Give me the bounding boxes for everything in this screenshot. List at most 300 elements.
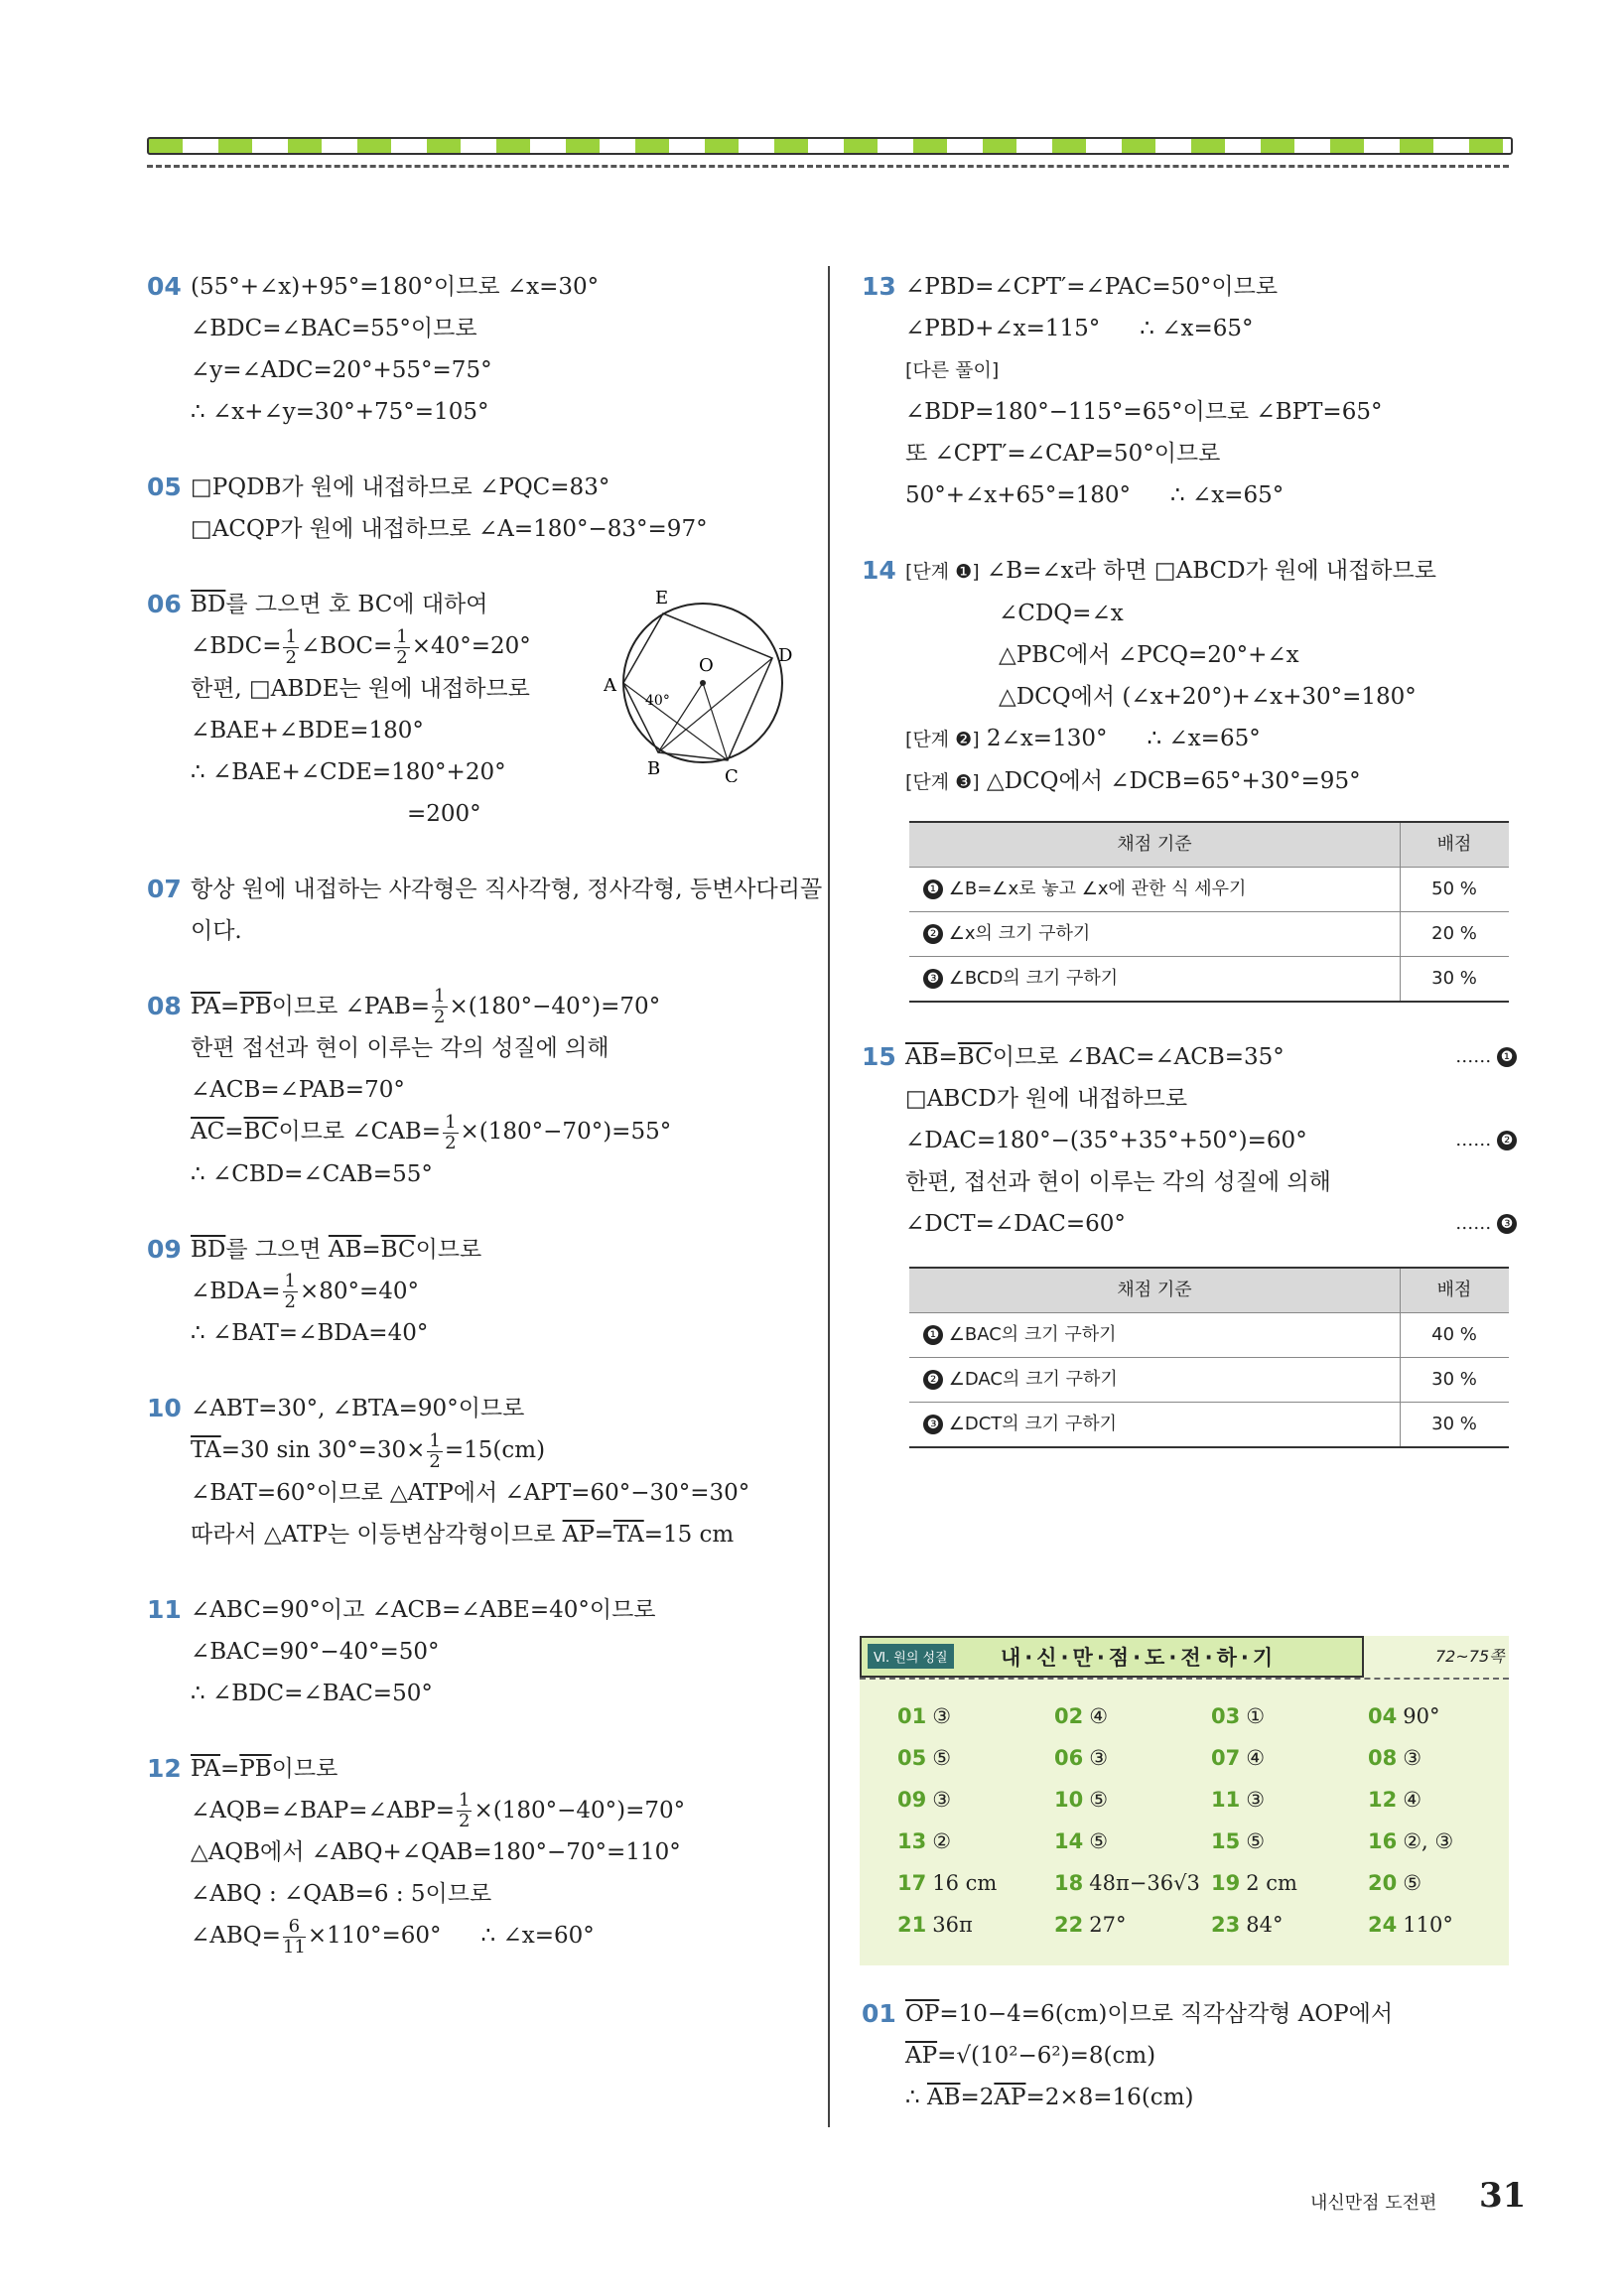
answer-item: [1368, 1908, 1503, 1942]
solution-line: [147, 1111, 802, 1153]
solution-line: =200°: [407, 800, 481, 827]
numerator: 1: [429, 1429, 441, 1451]
answer-number: 04: [1368, 1704, 1398, 1728]
problem-14: [862, 550, 1517, 1003]
answer-number: 13: [897, 1829, 927, 1853]
solution-line: [862, 760, 1517, 803]
solution-line: [147, 986, 802, 1028]
answer-item: [1211, 1699, 1368, 1733]
score: 30 %: [1401, 957, 1510, 1003]
solution-line: [147, 1271, 802, 1313]
answer-item: [897, 1699, 1054, 1733]
segment-label: $\overline{PB}$: [239, 1755, 272, 1782]
fraction: [457, 1791, 472, 1831]
table-row: [909, 1313, 1509, 1358]
answer-number: 14: [1054, 1829, 1084, 1853]
answer-number: 20: [1368, 1871, 1398, 1895]
solution-line: △AQB에서 ∠ABQ+∠QAB=180°−70°=110°: [191, 1839, 681, 1865]
answer-value: ②, ③: [1403, 1829, 1454, 1853]
text: ×(180°−40°)=70°: [474, 1797, 686, 1823]
circle-figure: [604, 584, 812, 782]
text: △DCQ에서 ∠DCB=65°+30°=95°: [986, 768, 1361, 794]
solution-line: [862, 1120, 1517, 1161]
solution-line: ∴ ∠x+∠y=30°+75°=105°: [191, 399, 489, 425]
denominator: 2: [396, 646, 408, 668]
answer-value: ③: [932, 1704, 952, 1728]
solution-line: [862, 718, 1517, 760]
text: 2∠x=130°: [986, 726, 1108, 751]
answer-number: 05: [897, 1746, 927, 1770]
criterion: ∠DAC의 크기 구하기: [948, 1369, 1118, 1390]
answer-item: [897, 1866, 1054, 1900]
text: =10−4=6(cm)이므로 직각삼각형 AOP에서: [939, 2001, 1394, 2027]
answer-value: ③: [932, 1788, 952, 1812]
step-marker: ❶: [1497, 1047, 1517, 1067]
solution-line: 항상 원에 내접하는 사각형은 직사각형, 정사각형, 등변사다리꼴: [191, 876, 823, 902]
solution-line: 한편 접선과 현이 이루는 각의 성질에 의해: [191, 1035, 609, 1061]
answer-item: [1054, 1783, 1211, 1817]
numerator: 1: [284, 1271, 296, 1291]
problem-number: 15: [862, 1042, 896, 1071]
answer-value: ④: [1246, 1746, 1266, 1770]
text: ×(180°−70°)=55°: [460, 1119, 672, 1145]
answer-item: [897, 1824, 1054, 1858]
page-range: 72~75쪽: [1435, 1647, 1505, 1666]
text: 이므로 ∠CAB=: [278, 1119, 442, 1145]
text: ×110°=60°: [307, 1923, 442, 1949]
solution-line: ∠CDQ=∠x: [999, 601, 1124, 626]
solution-line: [862, 550, 1517, 593]
dots: ……: [1455, 1130, 1492, 1150]
answer-item: [1368, 1741, 1503, 1775]
text: 이므로: [271, 1755, 338, 1782]
answer-value: 36π: [932, 1913, 973, 1937]
criterion: ∠BAC의 크기 구하기: [948, 1324, 1117, 1345]
answer-number: 06: [1054, 1746, 1084, 1770]
answer-number: 02: [1054, 1704, 1084, 1728]
solution-line: ∠BAC=90°−40°=50°: [191, 1638, 440, 1665]
text: ∠BDA=: [191, 1278, 281, 1304]
fraction: [432, 987, 447, 1027]
numerator: 1: [458, 1790, 471, 1811]
answer-number: 10: [1054, 1788, 1084, 1812]
text: =: [219, 1755, 240, 1782]
solution-line: ∠BAT=60°이므로 △ATP에서 ∠APT=60°−30°=30°: [191, 1479, 750, 1506]
answer-value: ⑤: [932, 1746, 952, 1770]
label-b: B: [647, 758, 661, 779]
fraction: [283, 1272, 298, 1312]
problem-10: [147, 1388, 802, 1555]
text: =2×8=16(cm): [1025, 2085, 1194, 2110]
text: =: [594, 1521, 613, 1548]
chapter-tag: Ⅵ. 원의 성질: [868, 1644, 954, 1669]
text: 를 그으면 호 BC에 대하여: [225, 592, 488, 617]
text: ∠AQB=∠BAP=∠ABP=: [191, 1797, 455, 1823]
fraction: [443, 1113, 458, 1153]
step-mark: [1455, 1120, 1517, 1161]
text: 따라서 △ATP는 이등변삼각형이므로: [191, 1521, 563, 1548]
solution-line: 한편, □ABDE는 원에 내접하므로: [191, 675, 530, 702]
solution-line: □ACQP가 원에 내접하므로 ∠A=180°−83°=97°: [191, 516, 708, 542]
arc-label: $\overline{AB}$: [328, 1236, 362, 1263]
answer-value: ③: [1403, 1746, 1422, 1770]
table-header: 배점: [1401, 1268, 1510, 1313]
segment-label: $\overline{AP}$: [562, 1521, 595, 1548]
answer-item: [1054, 1908, 1211, 1942]
table-row: [909, 868, 1509, 912]
solution-line: [147, 1429, 802, 1472]
answer-number: 11: [1211, 1788, 1241, 1812]
segment-label: $\overline{AP}$: [905, 2043, 938, 2069]
text: ∴ ∠x=65°: [1140, 316, 1254, 341]
criterion: ∠B=∠x로 놓고 ∠x에 관한 식 세우기: [948, 878, 1247, 899]
table-row: [909, 912, 1509, 957]
solution-line: [862, 474, 1517, 516]
answer-value: 48π−36√3: [1089, 1871, 1200, 1895]
problem-08: [147, 986, 802, 1195]
answer-solution-01: [862, 1993, 1517, 2152]
problem-13: [862, 266, 1517, 516]
answer-item: [1211, 1908, 1368, 1942]
fraction: [427, 1431, 442, 1472]
header-dashed-divider: [147, 165, 1509, 168]
answer-item: [1368, 1824, 1503, 1858]
step-marker: ❶: [923, 1325, 943, 1345]
segment-label: $\overline{TA}$: [191, 1437, 221, 1463]
solution-line: [147, 1514, 802, 1555]
score: 30 %: [1401, 1403, 1510, 1448]
answer-item: [1368, 1783, 1503, 1817]
problem-06: [147, 584, 802, 835]
step-marker: ❶: [923, 879, 943, 899]
answer-item: [897, 1783, 1054, 1817]
solution-line: [147, 1748, 802, 1790]
numerator: 1: [434, 986, 446, 1007]
answer-grid: [897, 1699, 1503, 1942]
solution-line: [862, 1203, 1517, 1245]
solution-line: ∠BDP=180°−115°=65°이므로 ∠BPT=65°: [905, 399, 1383, 425]
text: =√(10²−6²)=8(cm): [937, 2043, 1156, 2069]
answer-item: [1211, 1783, 1368, 1817]
solution-line: ∠PBD=∠CPT′=∠PAC=50°이므로: [905, 274, 1279, 300]
table-row: [909, 1358, 1509, 1403]
angle-label: 40°: [645, 693, 670, 709]
problem-07: [147, 869, 823, 952]
book-title: 내신만점 도전편: [1310, 2193, 1437, 2214]
text: ×(180°−40°)=70°: [449, 993, 661, 1019]
problem-number: 09: [147, 1234, 182, 1264]
table-header: 채점 기준: [909, 1268, 1401, 1313]
text: ∠BOC=: [300, 633, 393, 659]
answer-number: 09: [897, 1788, 927, 1812]
text: =: [224, 1119, 244, 1145]
text: ×80°=40°: [299, 1278, 420, 1304]
label-c: C: [725, 766, 739, 782]
denominator: 11: [282, 1936, 306, 1958]
segment-label: $\overline{BD}$: [191, 1236, 226, 1263]
solution-line: ∠ABT=30°, ∠BTA=90°이므로: [191, 1396, 525, 1421]
criterion: ∠x의 크기 구하기: [948, 923, 1091, 944]
problem-12: [147, 1748, 802, 1958]
page-number: 31: [1479, 2176, 1527, 2216]
segment-label: $\overline{OP}$: [905, 2001, 940, 2027]
right-column: [862, 266, 1517, 1482]
score: 20 %: [1401, 912, 1510, 957]
solution-line: [862, 2077, 1517, 2118]
answer-number: 08: [1368, 1746, 1398, 1770]
solution-line: [862, 2035, 1517, 2077]
text: 이므로 ∠BAC=∠ACB=35°: [992, 1044, 1285, 1070]
answer-value: 90°: [1403, 1704, 1440, 1728]
table-row: [909, 1403, 1509, 1448]
problem-04: [147, 266, 802, 433]
step-marker: ❸: [1497, 1214, 1517, 1234]
step-mark: [1455, 1036, 1517, 1078]
problem-05: [147, 467, 802, 550]
segment-label: $\overline{PB}$: [239, 993, 272, 1019]
answer-number: 07: [1211, 1746, 1241, 1770]
answer-value: ④: [1089, 1704, 1109, 1728]
text: ∠BDC=: [191, 633, 282, 659]
solution-line: [862, 1036, 1517, 1078]
problem-number: 13: [862, 272, 896, 301]
answer-number: 17: [897, 1871, 927, 1895]
problem-number: 14: [862, 556, 896, 585]
text: =2: [960, 2085, 995, 2110]
score: 50 %: [1401, 868, 1510, 912]
text: ∠DCT=∠DAC=60°: [905, 1211, 1126, 1237]
text: =: [219, 993, 240, 1019]
answer-number: 12: [1368, 1788, 1398, 1812]
grading-table: [909, 821, 1509, 1003]
solution-line: 또 ∠CPT′=∠CAP=50°이므로: [905, 441, 1221, 467]
numerator: 1: [396, 625, 408, 647]
answer-item: [1211, 1741, 1368, 1775]
solution-line: □PQDB가 원에 내접하므로 ∠PQC=83°: [191, 474, 610, 500]
step-marker: ❸: [923, 1415, 943, 1434]
answer-value: ⑤: [1089, 1829, 1109, 1853]
answer-number: 23: [1211, 1913, 1241, 1937]
alt-solution-label: [다른 풀이]: [905, 359, 1000, 381]
answer-item: [1368, 1699, 1503, 1733]
table-row: [909, 957, 1509, 1003]
answer-number: 24: [1368, 1913, 1398, 1937]
text: ∠ABQ=: [191, 1923, 281, 1949]
answer-value: 110°: [1403, 1913, 1453, 1937]
segment-label: $\overline{PA}$: [191, 993, 220, 1019]
solution-line: [147, 1229, 802, 1271]
solution-line: 이다.: [191, 917, 242, 944]
step-label: [단계 ❷]: [905, 729, 980, 750]
answer-value: 16 cm: [932, 1871, 998, 1895]
answer-item: [1054, 1866, 1211, 1900]
answer-number: 19: [1211, 1871, 1241, 1895]
answer-item: [1211, 1824, 1368, 1858]
text: ×40°=20°: [411, 633, 531, 659]
text: 50°+∠x+65°=180°: [905, 482, 1131, 508]
arc-label: $\overline{AB}$: [905, 1044, 939, 1070]
text: =: [361, 1236, 381, 1263]
text: =: [938, 1044, 958, 1070]
solution-line: [147, 1915, 802, 1958]
solution-line: [862, 308, 1517, 349]
answer-value: 84°: [1246, 1913, 1284, 1937]
denominator: 2: [429, 1450, 441, 1472]
column-divider: [828, 266, 830, 2127]
answer-key-header: [860, 1636, 1364, 1678]
step-mark: [1455, 1203, 1517, 1245]
problem-09: [147, 1229, 802, 1355]
solution-line: ∠BDC=∠BAC=55°이므로: [191, 316, 477, 341]
numerator: 1: [285, 625, 297, 647]
denominator: 2: [458, 1811, 471, 1831]
problem-number: 12: [147, 1753, 182, 1783]
denominator: 2: [434, 1007, 446, 1027]
answer-number: 01: [897, 1704, 927, 1728]
answer-number: 18: [1054, 1871, 1084, 1895]
solution-line: △DCQ에서 (∠x+20°)+∠x+30°=180°: [999, 684, 1417, 710]
answer-value: ③: [1246, 1788, 1266, 1812]
left-column: [147, 266, 823, 1991]
numerator: 6: [283, 1917, 306, 1938]
answer-key-divider: [860, 1678, 1509, 1680]
segment-label: $\overline{AC}$: [191, 1119, 225, 1145]
answer-item: [1054, 1824, 1211, 1858]
text: 를 그으면: [225, 1236, 329, 1263]
problem-11: [147, 1589, 802, 1714]
solution-line: 한편, 접선과 현이 이루는 각의 성질에 의해: [905, 1169, 1331, 1195]
step-marker: ❷: [923, 1370, 943, 1390]
score: 40 %: [1401, 1313, 1510, 1358]
segment-label: $\overline{BD}$: [191, 592, 226, 617]
table-header: 채점 기준: [909, 822, 1401, 868]
solution-line: ∠ACB=∠PAB=70°: [191, 1077, 405, 1103]
text: =30 sin 30°=30×: [220, 1437, 426, 1463]
denominator: 2: [445, 1132, 457, 1153]
table-header: 배점: [1401, 822, 1510, 868]
answer-key-title: 내·신·만·점·도·전·하·기: [1001, 1646, 1278, 1670]
answer-number: 16: [1368, 1829, 1398, 1853]
answer-number: 03: [1211, 1704, 1241, 1728]
solution-line: □ABCD가 원에 내접하므로: [905, 1086, 1188, 1112]
solution-line: ∠BAE+∠BDE=180°: [191, 717, 424, 743]
denominator: 2: [284, 1291, 296, 1312]
solution-line: [862, 1993, 1517, 2035]
answer-value: ⑤: [1089, 1788, 1109, 1812]
answer-item: [1054, 1741, 1211, 1775]
answer-number: 22: [1054, 1913, 1084, 1937]
answer-item: [1368, 1866, 1503, 1900]
answer-value: ④: [1403, 1788, 1422, 1812]
grading-table: [909, 1267, 1509, 1448]
solution-line: (55°+∠x)+95°=180°이므로 ∠x=30°: [191, 274, 600, 300]
problem-number: 07: [147, 874, 182, 903]
text: =15(cm): [444, 1437, 546, 1463]
problem-number: 05: [147, 473, 182, 501]
answer-item: [1211, 1866, 1368, 1900]
dots: ……: [1455, 1213, 1492, 1234]
problem-number: 10: [147, 1394, 182, 1422]
text: ∴: [905, 2085, 927, 2110]
text: ∴ ∠x=65°: [1147, 726, 1261, 751]
problem-number: 06: [147, 590, 182, 618]
label-a: A: [604, 675, 616, 696]
answer-number: 21: [897, 1913, 927, 1937]
answer-item: [1054, 1699, 1211, 1733]
numerator: 1: [445, 1111, 457, 1133]
criterion: ∠DCT의 크기 구하기: [948, 1414, 1118, 1434]
denominator: 2: [285, 646, 297, 668]
answer-value: ⑤: [1246, 1829, 1266, 1853]
problem-number: 08: [147, 991, 182, 1020]
solution-line: △PBC에서 ∠PCQ=20°+∠x: [999, 642, 1299, 668]
solution-line: ∠y=∠ADC=20°+55°=75°: [191, 357, 492, 383]
solution-line: [147, 1790, 802, 1832]
text: ∴ ∠x=65°: [1170, 482, 1285, 508]
solution-line: ∠ABQ : ∠QAB=6 : 5이므로: [191, 1881, 492, 1907]
text: ∠B=∠x라 하면 □ABCD가 원에 내접하므로: [986, 558, 1436, 584]
fraction: [394, 627, 409, 668]
answer-value: ⑤: [1403, 1871, 1422, 1895]
fraction: [283, 627, 298, 668]
header-decoration-bar: [147, 137, 1513, 155]
segment-label: $\overline{PA}$: [191, 1755, 220, 1782]
segment-label: $\overline{AB}$: [926, 2085, 961, 2110]
solution-line: ∴ ∠BAT=∠BDA=40°: [191, 1320, 429, 1346]
label-d: D: [778, 645, 793, 666]
step-marker: ❷: [1497, 1131, 1517, 1150]
segment-label: $\overline{BC}$: [243, 1119, 279, 1145]
answer-value: ③: [1089, 1746, 1109, 1770]
text: =15 cm: [643, 1521, 735, 1548]
text: ∠DAC=180°−(35°+35°+50°)=60°: [905, 1128, 1307, 1153]
answer-value: 27°: [1089, 1913, 1127, 1937]
answer-value: ②: [932, 1829, 952, 1853]
text: ∴ ∠x=60°: [480, 1923, 595, 1949]
segment-label: $\overline{AP}$: [994, 2085, 1026, 2110]
problem-number: 04: [147, 272, 182, 301]
segment-label: $\overline{TA}$: [613, 1521, 644, 1548]
arc-label: $\overline{BC}$: [380, 1236, 416, 1263]
solution-line: ∴ ∠BDC=∠BAC=50°: [191, 1680, 433, 1706]
answer-number: 15: [1211, 1829, 1241, 1853]
answer-item: [897, 1908, 1054, 1942]
step-label: [단계 ❶]: [905, 561, 980, 583]
step-marker: ❸: [923, 969, 943, 989]
label-e: E: [655, 588, 669, 608]
answer-item: [897, 1741, 1054, 1775]
step-label: [단계 ❸]: [905, 771, 980, 793]
solution-line: ∴ ∠CBD=∠CAB=55°: [191, 1160, 433, 1187]
label-o: O: [699, 655, 714, 676]
problem-number: 01: [862, 1999, 896, 2028]
problem-number: 11: [147, 1594, 182, 1624]
problem-15: [862, 1036, 1517, 1448]
text: ∠PBD+∠x=115°: [905, 316, 1101, 341]
text: 이므로 ∠PAB=: [271, 993, 431, 1019]
step-marker: ❷: [923, 924, 943, 944]
solution-line: ∴ ∠BAE+∠CDE=180°+20°: [191, 758, 506, 785]
text: 이므로: [415, 1236, 482, 1263]
fraction: [283, 1917, 306, 1958]
arc-label: $\overline{BC}$: [957, 1044, 993, 1070]
dots: ……: [1455, 1046, 1492, 1067]
answer-value: ①: [1246, 1704, 1266, 1728]
problem-01: [862, 1993, 1517, 2118]
criterion: ∠BCD의 크기 구하기: [948, 968, 1119, 989]
answer-value: 2 cm: [1246, 1871, 1297, 1895]
solution-line: ∠ABC=90°이고 ∠ACB=∠ABE=40°이므로: [191, 1596, 656, 1623]
